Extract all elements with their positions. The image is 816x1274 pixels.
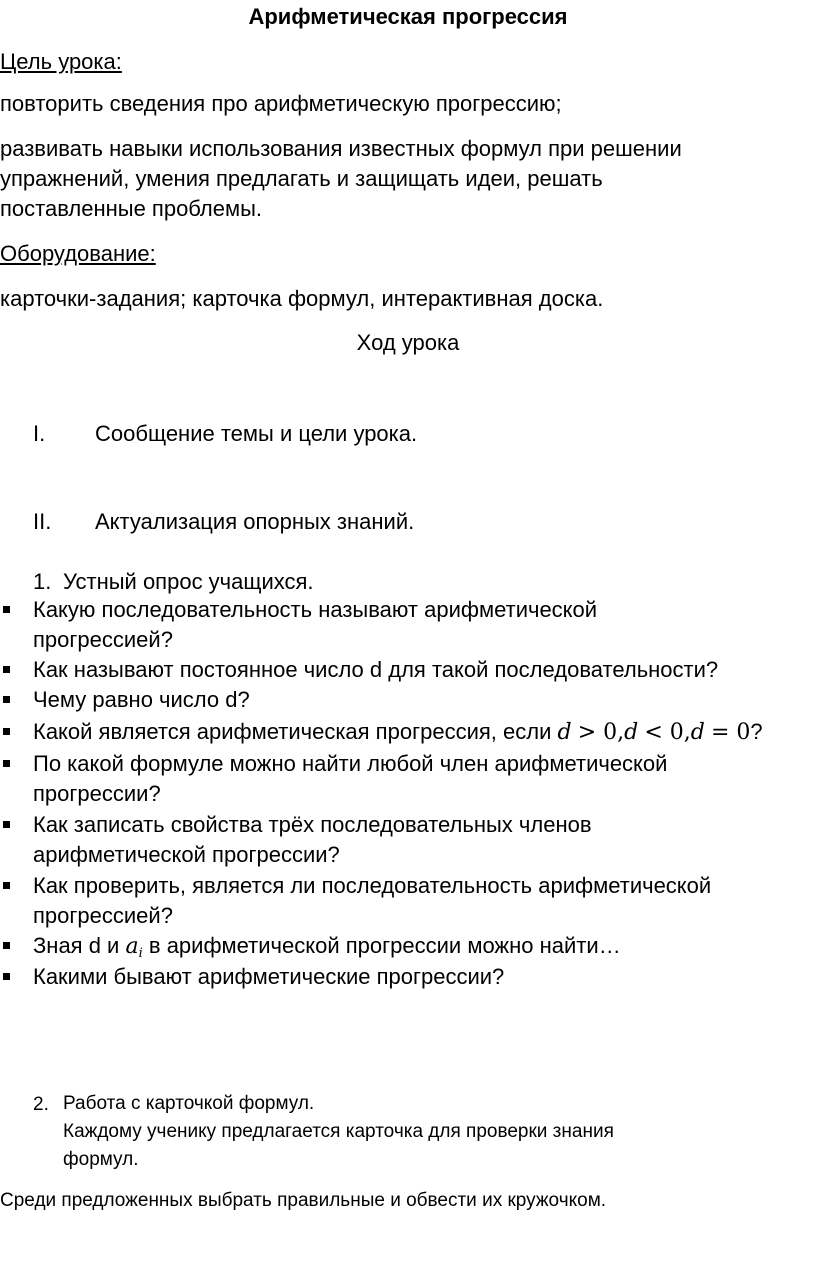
math-i: i (138, 946, 143, 961)
bullet-icon (3, 942, 10, 949)
equipment-text: карточки-задания; карточка формул, интерактивная доска. (0, 286, 604, 311)
goal-line-2a: развивать навыки использования известных формул при решении (0, 136, 682, 161)
question-7b: прогрессией? (33, 903, 173, 928)
equipment-heading: Оборудование: (0, 241, 156, 266)
question-8-end: в арифметической прогрессии можно найти… (148, 933, 621, 958)
math-end: ? (750, 719, 763, 744)
lesson-heading: Ход урока (356, 330, 460, 355)
subsection-2-line-3: формул. (63, 1149, 139, 1170)
subsection-2-line-2: Каждому ученику предлагается карточка для проверки знания (63, 1121, 614, 1142)
math-var: d (557, 720, 572, 745)
math-cond-3: = 0 (710, 720, 751, 745)
bullet-icon (3, 882, 10, 889)
subsection-2-line-1: Работа с карточкой формул. (63, 1093, 315, 1114)
math-a: a (125, 934, 139, 959)
bullet-icon (3, 606, 10, 613)
math-cond-1: > 0, (577, 720, 625, 745)
goal-line-1: повторить сведения про арифметическую прогрессию; (0, 91, 562, 116)
question-4-text: Какой является арифметическая прогрессия, если (33, 719, 552, 744)
document-title: Арифметическая прогрессия (248, 4, 568, 29)
question-8-start: Зная d и (33, 933, 120, 958)
section-number-2: II. (33, 509, 52, 534)
question-7a: Как проверить, является ли последовательность арифметической (33, 873, 712, 898)
subsection-1-number: 1. (33, 569, 52, 594)
question-5b: прогрессии? (33, 781, 161, 806)
question-6a: Как записать свойства трёх последовательных членов (33, 812, 592, 837)
question-1b: прогрессией? (33, 627, 173, 652)
subsection-2-number: 2. (33, 1094, 49, 1115)
question-4 (33, 717, 763, 748)
goal-line-2c: поставленные проблемы. (0, 196, 263, 221)
math-var: d (690, 720, 705, 745)
math-cond-2: < 0, (644, 720, 691, 745)
question-2: Как называют постоянное число d для такой последовательности? (33, 657, 719, 682)
goal-heading: Цель урока: (0, 49, 122, 74)
bullet-icon (3, 760, 10, 767)
question-9: Какими бывают арифметические прогрессии? (33, 964, 505, 989)
question-1a: Какую последовательность называют арифметической (33, 597, 598, 622)
section-text-1: Сообщение темы и цели урока. (95, 421, 418, 446)
question-3: Чему равно число d? (33, 687, 250, 712)
question-5a: По какой формуле можно найти любой член арифметической (33, 751, 668, 776)
goal-line-2b: упражнений, умения предлагать и защищать идеи, решать (0, 166, 603, 191)
subsection-1-text: Устный опрос учащихся. (63, 569, 314, 594)
bullet-icon (3, 666, 10, 673)
bullet-icon (3, 696, 10, 703)
bullet-icon (3, 973, 10, 980)
bullet-icon (3, 821, 10, 828)
math-var: d (624, 720, 639, 745)
section-text-2: Актуализация опорных знаний. (95, 509, 415, 534)
question-6b: арифметической прогрессии? (33, 842, 340, 867)
closing-text: Среди предложенных выбрать правильные и обвести их кружочком. (0, 1190, 607, 1211)
bullet-icon (3, 728, 10, 735)
section-number-1: I. (33, 421, 46, 446)
